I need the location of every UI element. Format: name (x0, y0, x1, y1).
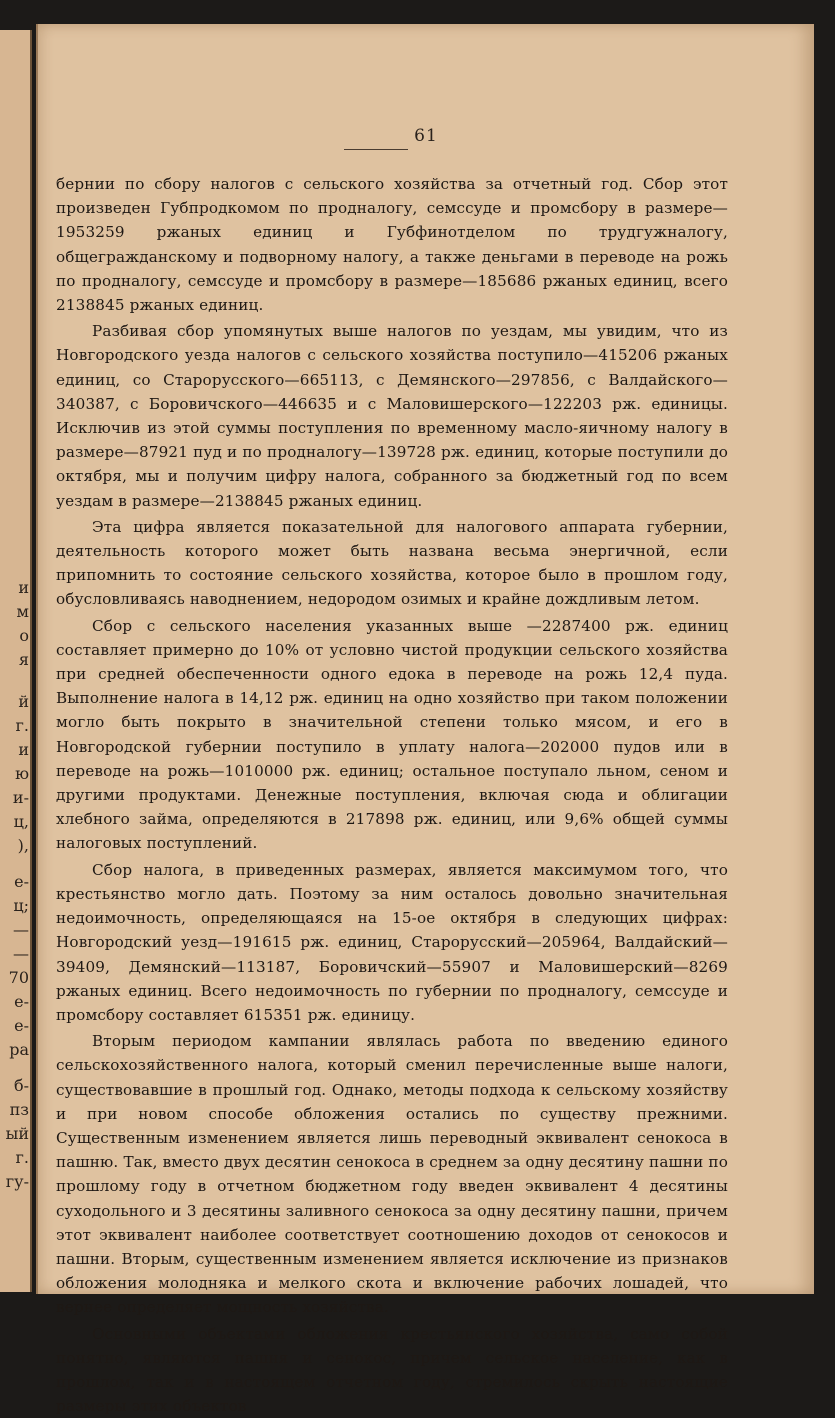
margin-fragment: е- (14, 872, 29, 891)
book-page (36, 24, 814, 1416)
previous-page-edge (0, 30, 32, 1292)
margin-fragment: — (13, 944, 29, 963)
margin-fragment: г. (15, 1148, 29, 1167)
paragraph-5: Сбор налога, в приведенных размерах, является максимумом того, что крестьянство могло дать. Поэтому за ним осталось довольно значительная недоимочность, определяющаяся на 15-ое октября в следующих цифрах: Новгородский уезд—191615 рж. единиц, Старорусский—205964, Валдайский—39409, Демянский—113187, Боровичский—55907 и Маловишерский—8269 ржаных единиц. Всего недоимочность по губернии по продналогу, семссуде и промсбору составляет 615351 рж. единицу. (56, 860, 728, 1024)
margin-fragment: я (18, 650, 29, 669)
margin-fragment: г. (15, 716, 29, 735)
margin-fragment: й (18, 692, 29, 711)
page-body (56, 172, 728, 1418)
margin-fragment: е- (14, 1016, 29, 1035)
margin-fragment: б- (13, 1076, 29, 1095)
paragraph-3: Эта цифра является показательной для налогового аппарата губернии, деятельность которого может быть названа весьма энергичной, если припомнить то состояние сельского хозяйства, которое было в прошлом году, обусловливаясь наводнением, недородом озимых и крайне дождливым летом. (56, 517, 728, 609)
margin-fragment: и- (12, 788, 29, 807)
margin-fragment: — (13, 920, 29, 939)
paragraph-4: Сбор с сельского населения указанных выше —2287400 рж. единиц составляет примерно до 10% от условно чистой продукции сельского хозяйства при средней обеспеченности одного едока в переводе на рожь 12,4 пуда. Выполнение налога в 14,12 рж. единиц на одно хозяйство при таком положении могло быть покрыто в значительной степени только мясом, и его в Новгородской губернии поступило в уплату налога—202000 пудов или в переводе на рожь—1010000 рж. единиц; остальное поступало льном, сеном и другими продуктами. Денежные поступления, включая сюда и облигации хлебного займа, определяются в 217898 рж. единиц, или 9,6% общей суммы налоговых поступлений. (56, 616, 728, 853)
margin-fragment: о (19, 626, 29, 645)
margin-fragment: гу- (5, 1172, 29, 1191)
margin-fragment: 70 (8, 968, 29, 987)
paragraph-1: бернии по сбору налогов с сельского хозяйства за отчетный год. Сбор этот произведен Губпродкомом по продналогу, семссуде и промсбору в размере—1953259 ржаных единиц и Губфинотделом по трудгужналогу, общегражданскому и подворному налогу, а также деньгами в переводе на рожь по продналогу, семссуде и промсбору в размере—185686 ржаных единиц, всего 2138845 ржаных единиц. (56, 175, 728, 315)
paragraph-7: Основными объектами обложения крестьянского хозяйства, само собой понятно, являются пашня и сенокос, причем сельское население, как в прошлом, так и в настоящем отчетном году, стремилось скрыть настоящие размеры этих объектов (56, 1324, 728, 1416)
margin-fragment: е- (14, 992, 29, 1011)
margin-fragment: ), (17, 836, 29, 855)
margin-fragment: и (18, 578, 29, 597)
page-number-underline (344, 149, 408, 150)
margin-fragment: ю (15, 764, 29, 783)
page-number: 61 (414, 126, 438, 146)
paragraph-2: Разбивая сбор упомянутых выше налогов по уездам, мы увидим, что из Новгородского уезда налогов с сельского хозяйства поступило—415206 ржаных единиц, со Старорусского—665113, с Демянского—297856, с Валдайского—340387, с Боровичского—446635 и с Маловишерского—122203 рж. единицы. Исключив из этой суммы поступления по временному масло-яичному налогу в размере—87921 пуд и по продналогу—139728 рж. единиц, которые поступили до октября, мы и получим цифру налога, собранного за бюджетный год по всем уездам в размере—2138845 ржаных единиц. (56, 322, 728, 510)
margin-fragment: ый (5, 1124, 29, 1143)
margin-fragment: пз (9, 1100, 29, 1119)
margin-fragment: ц; (13, 896, 29, 915)
margin-fragment: м (16, 602, 29, 621)
paragraph-6: Вторым периодом кампании являлась работа по введению единого сельскохозяйственного налога, который сменил перечисленные выше налоги, существовавшие в прошлый год. Однако, методы подхода к сельскому хозяйству и при новом способе обложения остались по существу прежними. Существенным изменением является лишь переводный эквивалент сенокоса в пашню. Так, вместо двух десятин сенокоса в среднем за одну десятину пашни по прошлому году в отчетном бюджетном году введен эквивалент 4 десятины суходольного и 3 десятины заливного сенокоса за одну десятину пашни, причем этот эквивалент наиболее соответствует соотношению доходов от сенокосов и пашни. Вторым, существенным изменением является исключение из признаков обложения молодняка и мелкого скота и включение рабочих лошадей, что вернее определяет мощность хозяйства. (56, 1032, 728, 1317)
margin-fragment: и (18, 740, 29, 759)
margin-fragment: ц, (13, 812, 29, 831)
margin-fragment: ра (9, 1040, 29, 1059)
